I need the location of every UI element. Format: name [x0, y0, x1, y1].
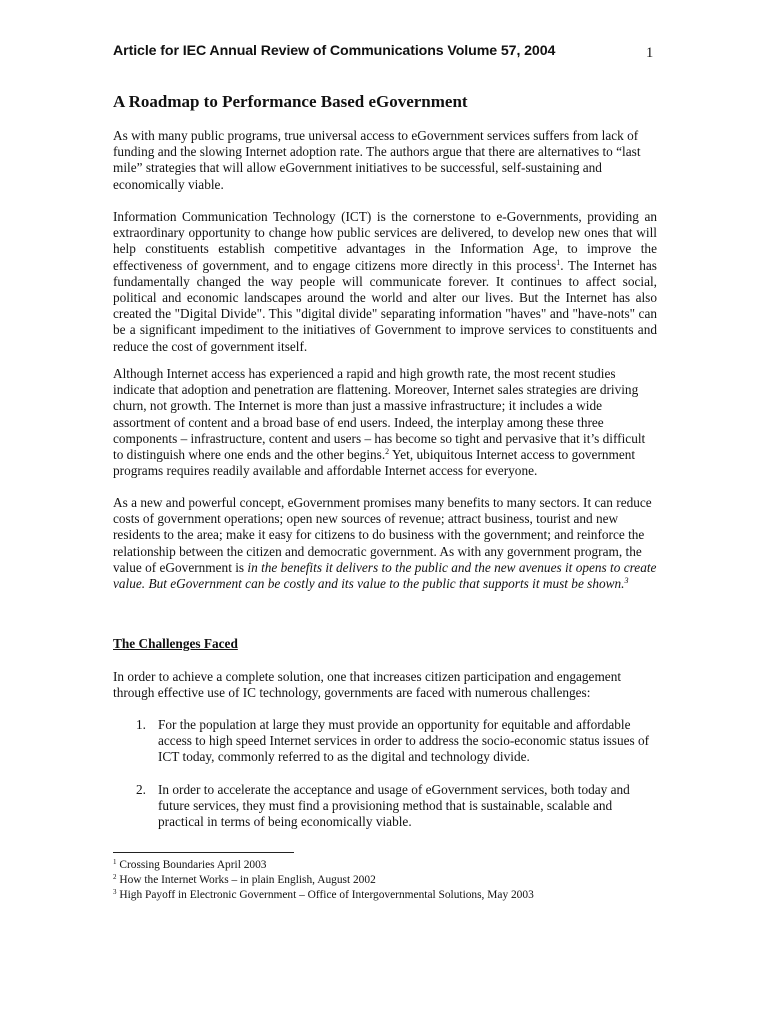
footnote-ref-3: 3 — [624, 576, 629, 586]
footnote-separator — [113, 852, 294, 853]
challenges-intro-paragraph: In order to achieve a complete solution, one that increases citizen participation and engagement through effective use of IC technology, governments are faced with numerous challenges: — [113, 669, 622, 701]
list-item-number: 1. — [136, 717, 146, 732]
ict-paragraph: Information Communication Technology (ICT) is the cornerstone to e-Governments, providing an extraordinary opportunity to change how public services are delivered, to develop new ones that will help constituents establish competitive advantages in the Information Age, to improve the effectiveness of government, and to engage citizens more directly in this process$^1$. The Internet has fundamentally changed the way people will communicate forever. It continues to affect social, political and economic landscapes around the world and alter our lives. But the Internet has also created the "Digital Divide". This "digital divide" separating information "haves" and "have-nots" can be a significant impediment to the initiatives of Government to improve services to constituents and reduce the cost of government itself. — [113, 209, 657, 354]
list-item-text: In order to accelerate the acceptance and usage of eGovernment services, both today and future services, they must find a provisioning method that is sustainable, scalable and practical in terms of being economically viable. — [158, 782, 630, 830]
running-header: Article for IEC Annual Review of Communications Volume 57, 2004 — [113, 43, 556, 59]
egovernment-benefits-paragraph: As a new and powerful concept, eGovernment promises many benefits to many sectors. It can reduce costs of government operations; open new sources of revenue; attract business, tourist and new residents to the area; make it easy for citizens to do business with the government; and reinforce the relationship between the citizen and democratic government. As with any government program, the value of eGovernment is in the benefits it delivers to the public and the new avenues it opens to create value. But eGovernment can be costly and its value to the public that supports it must be shown.$^3$ — [113, 495, 657, 592]
list-item-number: 2. — [136, 782, 146, 797]
section-heading: The Challenges Faced — [113, 636, 238, 651]
footnote-1: $^1$ Crossing Boundaries April 2003 — [113, 858, 267, 871]
article-title: A Roadmap to Performance Based eGovernment — [113, 92, 468, 111]
footnote-ref-1: 1 — [556, 257, 561, 267]
abstract-paragraph: As with many public programs, true universal access to eGovernment services suffers from lack of funding and the slowing Internet adoption rate. The authors argue that there are alternatives to “last mile” strategies that will allow eGovernment initiatives to be successful, self-sustaining and economically viable. — [113, 128, 641, 192]
footnote-ref-2: 2 — [385, 447, 390, 457]
italic-emphasis: in the benefits it delivers to the public and the new avenues it opens to create value. But eGovernment can be costly and its value to the public that supports it must be shown. — [113, 559, 657, 592]
footnote-3: $^3$ High Payoff in Electronic Government – Office of Intergovernmental Solutions, May 2003 — [113, 888, 534, 901]
internet-access-paragraph: Although Internet access has experienced a rapid and high growth rate, the most recent studies indicate that adoption and penetration are flattening. Moreover, Internet sales strategies are driving churn, not growth. The Internet is more than just a massive infrastructure; it includes a wide assortment of content and a broad base of end users. Indeed, the interplay among these three components – infrastructure, content and users – has become so tight and pervasive that it’s difficult to distinguish where one ends and the other begins.$^2$ Yet, ubiquitous Internet access to government programs requires readily available and affordable Internet access for everyone. — [113, 366, 646, 479]
page-number: 1 — [646, 45, 654, 61]
footnote-2: $^2$ How the Internet Works – in plain English, August 2002 — [113, 873, 376, 886]
list-item-text: For the population at large they must provide an opportunity for equitable and affordable access to high speed Internet services in order to address the socio-economic status issues of ICT today, commonly referred to as the digital and technology divide. — [158, 717, 650, 765]
